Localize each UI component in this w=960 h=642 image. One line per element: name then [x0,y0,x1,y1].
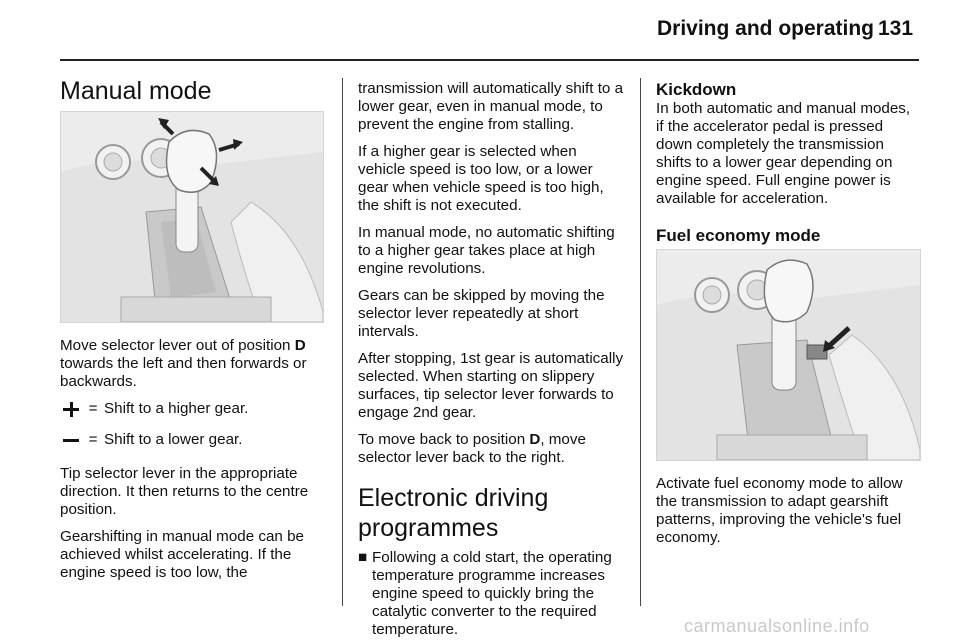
column-kickdown [656,80,920,246]
page-header [0,0,960,60]
header-title: Driving and operating [657,17,875,40]
paragraph-tip-lever: Tip selector lever in the appropriate direction. It then returns to the centre position. [60,465,309,518]
page-number: 131 [878,17,914,40]
manual-mode-text [60,337,328,591]
paragraph-kickdown: In both automatic and manual modes, if the accelerator pedal is pressed down completely the transmission shifts to a lower gear depending on engine speed. Full engine power is available for acceleration. [656,100,911,207]
heading-electronic-programmes: Electronic driving programmes [358,484,549,542]
watermark: carmanualsonline.info [684,616,870,636]
paragraph-move-lever: Move selector lever out of position D towards the left and then forwards or backwards. [60,337,307,390]
paragraph-fuel-economy: Activate fuel economy mode to allow the transmission to adapt gearshift patterns, improving the vehicle's fuel economy. [656,475,903,546]
column-manual-mode [60,76,328,106]
plus-icon [60,400,82,418]
list-item: ■ Following a cold start, the operating temperature programme increases engine speed to quickly bring the catalytic converter to the required temperature. [358,549,612,638]
position-d: D [294,337,306,354]
paragraph-gearshifting: Gearshifting in manual mode can be achieved whilst accelerating. If the engine speed is too low, the [60,528,304,581]
legend-minus-text: Shift to a lower gear. [104,431,243,448]
paragraph-no-auto-shift: In manual mode, no automatic shifting to a higher gear takes place at high engine revolutions. [358,224,615,277]
fuel-economy-text [656,475,920,556]
programmes-list [358,549,626,639]
heading-fuel-economy: Fuel economy mode [656,226,821,245]
paragraph-after-stopping: After stopping, 1st gear is automatically selected. When starting on slippery surfaces, tip selector lever forwards to engage 2nd gear. [358,350,624,421]
column-continued [358,80,626,639]
column-divider-1 [342,78,343,606]
paragraph-higher-gear: If a higher gear is selected when vehicle speed is too low, or a lower gear when vehicle speed is too high, the shift is not executed. [358,143,604,214]
heading-kickdown: Kickdown [656,80,737,99]
gear-lever-illustration [60,111,324,323]
legend-minus: = Shift to a lower gear. [60,431,328,449]
column-divider-2 [640,78,641,606]
legend-plus-text: Shift to a higher gear. [104,400,249,417]
bullet-square-icon: ■ [358,549,368,566]
paragraph-back-to-d: To move back to position D, move selector lever back to the right. [358,431,586,466]
paragraph-skip-gears: Gears can be skipped by moving the selector lever repeatedly at short intervals. [358,287,605,340]
legend-plus: = Shift to a higher gear. [60,400,328,418]
fuel-economy-illustration [656,249,921,461]
minus-icon [60,431,82,449]
header-rule [60,59,919,61]
heading-manual-mode: Manual mode [60,77,212,105]
paragraph-auto-shift: transmission will automatically shift to a lower gear, even in manual mode, to prevent the engine from stalling. [358,80,624,133]
